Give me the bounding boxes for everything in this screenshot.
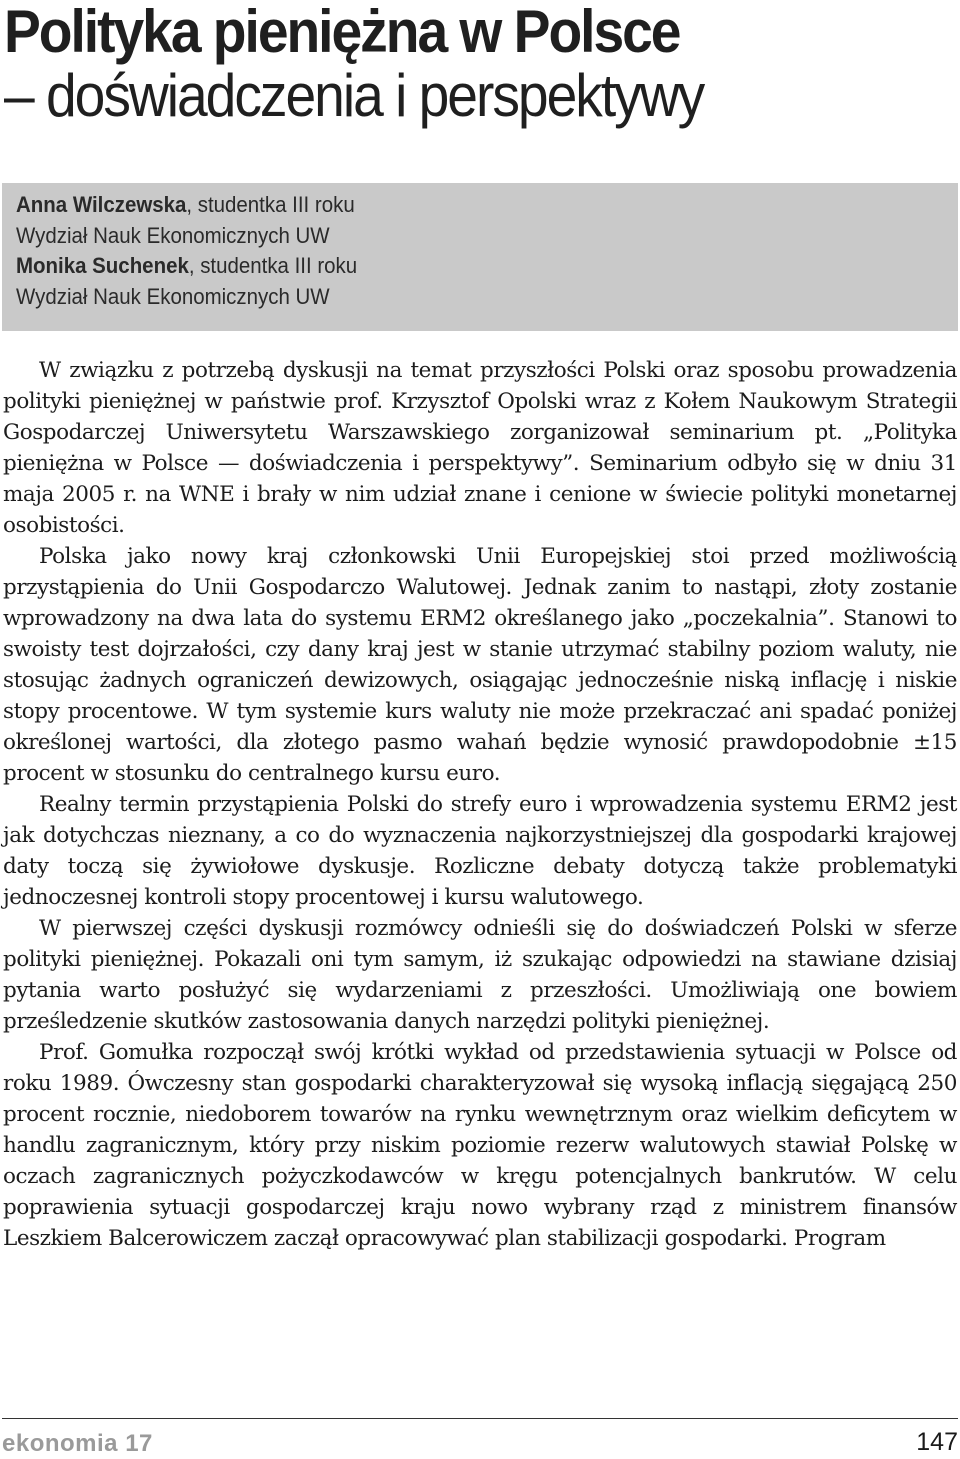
author-line [16, 251, 357, 282]
paragraph: W pierwszej części dyskusji rozmówcy odnieśli się do doświadczeń Polski w sferze polityki pieniężnej. Pokazali oni tym samym, iż szukając odpowiedzi na stawiane dzisiaj pytania warto posłużyć się wydarzeniami z przeszłości. Umożliwiają one bowiem prześledzenie skutków zastosowania danych narzędzi polityki pieniężnej. [3, 916, 957, 1034]
footer-divider [2, 1418, 958, 1419]
author-list [16, 190, 357, 312]
author-name: Anna Wilczewska [16, 192, 187, 217]
paragraph: Polska jako nowy kraj członkowski Unii Europejskiej stoi przed możliwością przystąpienia do Unii Gospodarczo Walutowej. Jednak zanim to nastąpi, złoty zostanie wprowadzony na dwa lata do systemu ERM2 określanego jako „poczekalnia”. Stanowi to swoisty test dojrzałości, czy dany kraj jest w stanie utrzymać stabilny poziom waluty, nie stosując żadnych ograniczeń dewizowych, osiągając jednocześnie niską inflację i niskie stopy procentowe. W tym systemie kurs waluty nie może przekraczać ani spadać poniżej określonej wartości, dla złotego pasmo wahań będzie wynosić prawdopodobnie ±15 procent w stosunku do centralnego kursu euro. [3, 544, 957, 786]
author-faculty: Wydział Nauk Ekonomicznych UW [16, 222, 330, 248]
page-number: 147 [916, 1428, 958, 1456]
article-body [3, 355, 957, 1254]
paragraph: W związku z potrzebą dyskusji na temat przyszłości Polski oraz sposobu prowadzenia polityki pieniężnej w państwie prof. Krzysztof Opolski wraz z Kołem Naukowym Strategii Gospodarczej Uniwersytetu Warszawskiego zorganizował seminarium pt. „Polityka pieniężna w Polsce — doświadczenia i perspektywy”. Seminarium odbyło się w dniu 31 maja 2005 r. na WNE i brały w nim udział znane i cenione w świecie polityki monetarnej osobistości. [3, 358, 957, 538]
author-faculty: Wydział Nauk Ekonomicznych UW [16, 283, 330, 309]
paragraph: Realny termin przystąpienia Polski do strefy euro i wprowadzenia systemu ERM2 jest jak dotychczas nieznany, a co do wyznaczenia najkorzystniejszej dla gospodarki krajowej daty toczą się żywiołowe dyskusje. Rozliczne debaty dotyczą także problematyki jednoczesnej kontroli stopy procentowej i kursu walutowego. [3, 792, 957, 910]
author-name: Monika Suchenek [16, 253, 189, 278]
author-role: , studentka III roku [186, 192, 355, 217]
author-info-box [2, 183, 958, 331]
author-role: , studentka III roku [188, 253, 358, 278]
author-line [16, 190, 357, 221]
article-title-main: Polityka pieniężna w Polsce [4, 0, 680, 65]
publication-name: ekonomia 17 [2, 1430, 153, 1457]
article-title-subtitle: – doświadczenia i perspektywy [4, 62, 704, 129]
paragraph: Prof. Gomułka rozpoczął swój krótki wykład od przedstawienia sytuacji w Polsce od roku 1989. Ówczesny stan gospodarki charakteryzował się wysoką inflacją sięgającą 250 procent rocznie, niedoborem towarów na rynku wewnętrznym oraz wielkim deficytem w handlu zagranicznym, który przy niskim poziomie rezerw walutowych stawiał Polskę w oczach zagranicznych pożyczkodawców w kręgu potencjalnych bankrutów. W celu poprawienia sytuacji gospodarczej kraju nowo wybrany rząd z ministrem finansów Leszkiem Balcerowiczem zaczął opracowywać plan stabilizacji gospodarki. Program [3, 1040, 957, 1251]
article-title [4, 0, 954, 128]
